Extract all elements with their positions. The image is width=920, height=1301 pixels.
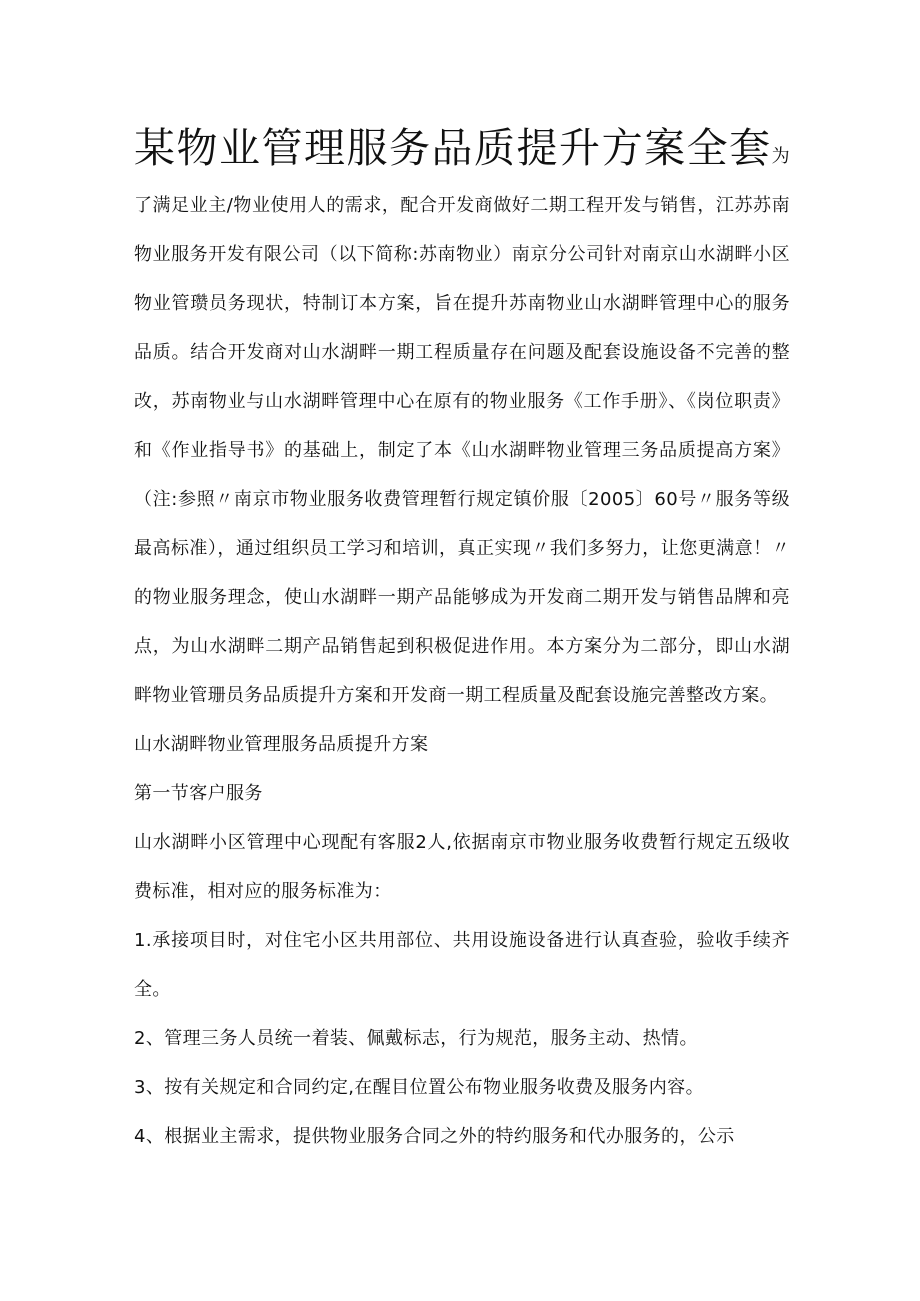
chapter-intro: 山水湖畔小区管理中心现配有客服2人,依据南京市物业服务收费暂行规定五级收费标准，相对应的服务标准为： [134,832,790,902]
chapter-heading: 第一节客户服务 [134,783,263,804]
title-tail-text: 为 [771,146,790,167]
document-page [134,118,790,1161]
list-item: 2、管理三务人员统一着装、佩戴标志，行为规范，服务主动、热情。 [134,1028,698,1049]
intro-text: 了满足业主/物业使用人的需求，配合开发商做好二期工程开发与销售，江苏苏南物业服务开发有限公司（以下简称:苏南物业）南京分公司针对南京山水湖畔小区物业管瓒员务现状，特制订本方案，旨在提升苏南物业山水湖畔管理中心的服务品质。结合开发商对山水湖畔一期工程质量存在问题及配套设施设备不完善的整改，苏南物业与山水湖畔管理中心在原有的物业服务《工作手册》、《岗位职责》和《作业指导书》的基础上，制定了本《山水湖畔物业管理三务品质提高方案》（注:参照〃南京市物业服务收费管理暂行规定镇价服〔2005〕60号〃服务等级最高标准），通过组织员工学习和培训，真正实现〃我们多努力，让您更满意！〃的物业服务理念，使山水湖畔一期产品能够成为开发商二期开发与销售品牌和亮点，为山水湖畔二期产品销售起到积极促进作用。本方案分为二部分，即山水湖畔物业管珊员务品质提升方案和开发商一期工程质量及配套设施完善整改方案。 [134,195,790,706]
list-item: 3、按有关规定和合同约定,在醒目位置公布物业服务收费及服务内容。 [134,1077,704,1098]
document-title: 某物业管理服务品质提升方案全套 [134,124,772,172]
section-heading: 山水湖畔物业管理服务品质提升方案 [134,734,429,755]
list-item: 4、根据业主需求，提供物业服务合同之外的特约服务和代办服务的，公示 [134,1126,735,1147]
list-item: 1.承接项目时，对住宅小区共用部位、共用设施设备进行认真查验，验收手续齐全。 [134,930,790,1000]
intro-paragraph [134,118,790,720]
